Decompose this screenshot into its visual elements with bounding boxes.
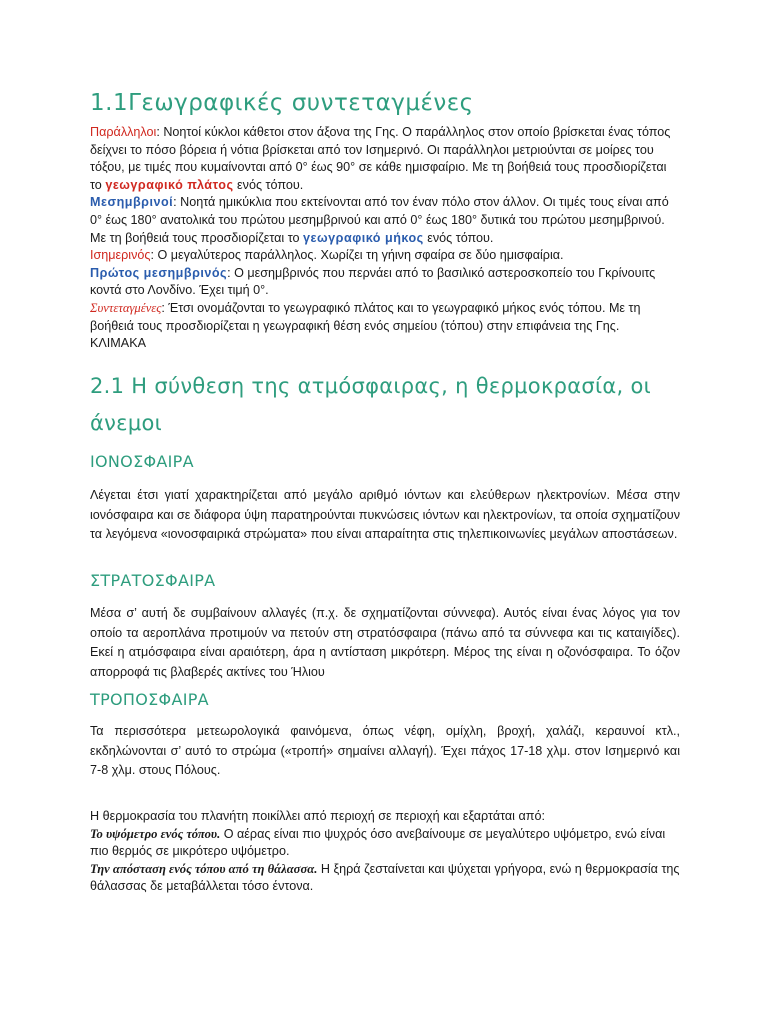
paragraph-ionosphere: Λέγεται έτσι γιατί χαρακτηρίζεται από μεγάλο αριθμό ιόντων και ελεύθερων ηλεκτρονίων. Μέσα στην ιονόσφαιρα και σε διάφορα ύψη παρατηρούνται πυκνώσεις ιόντων και ηλεκτρονίων, τα οποία σχηματίζουν τα λεγόμενα «ιονοσφαιρικά στρώματα» που είναι απαραίτητα στις τηλεπικοινωνίες μεγάλων αποστάσεων.: [90, 488, 680, 541]
term-sea-distance: Την απόσταση ενός τόπου από τη θάλασσα.: [90, 861, 318, 876]
text-sea-distance: Η ξηρά ζεσταίνεται και ψύχεται γρήγορα, ενώ η θερμοκρασία της θάλασσας δε μεταβάλλεται τόσο έντονα.: [90, 861, 680, 894]
text-coordinates: : Έτσι ονομάζονται το γεωγραφικό πλάτος και το γεωγραφικό μήκος ενός τόπου. Με τη βοήθειά τους προσδιορίζεται η γεωγραφική θέση ενός σημείου (τόπου) στην επιφάνεια της Γης.: [90, 300, 641, 333]
term-altitude: Το υψόμετρο ενός τόπου.: [90, 826, 221, 841]
heading-troposphere: ΤΡΟΠΟΣΦΑΙΡΑ: [90, 690, 209, 709]
definition-parallels: [90, 124, 672, 194]
temperature-factors: [90, 808, 680, 896]
coordinates-definitions: [90, 124, 672, 353]
term-longitude: γεωγραφικό μήκος: [303, 230, 424, 245]
text-prime-meridian: : Ο μεσημβρινός που περνάει από το βασιλικό αστεροσκοπείο του Γκρίνουιτς κοντά στο Λονδίνο. Έχει τιμή 0°.: [90, 265, 656, 298]
factor-sea-distance: [90, 861, 680, 896]
text-parallels-b: ενός τόπου.: [233, 177, 304, 192]
definition-equator: [90, 247, 672, 265]
paragraph-troposphere: Τα περισσότερα μετεωρολογικά φαινόμενα, όπως νέφη, ομίχλη, βροχή, χαλάζι, κεραυνοί κτλ., εκδηλώνονται σ’ αυτό το στρώμα («τροπή» σημαίνει αλλαγή). Έχει πάχος 17-18 χλμ. στον Ισημερινό και 7-8 χλμ. στους Πόλους.: [90, 724, 680, 777]
definition-meridians: [90, 194, 672, 247]
scale-label: ΚΛΙΜΑΚΑ: [90, 336, 147, 351]
paragraph-stratosphere: Μέσα σ’ αυτή δε συμβαίνουν αλλαγές (π.χ. δε σχηματίζονται σύννεφα). Αυτός είναι ένας λόγος για τον οποίο τα αεροπλάνα προτιμούν να πετούν στη στρατόσφαιρα (πάνω από τα σύννεφα και τις καταιγίδες). Εκεί η ατμόσφαιρα είναι αραιότερη, άρα η αντίσταση μικρότερη. Μέρος της είναι η οζονόσφαιρα. Το όζον απορροφά τις βλαβερές ακτίνες του Ήλιου: [90, 606, 680, 679]
heading-stratosphere: ΣΤΡΑΤΟΣΦΑΙΡΑ: [90, 571, 216, 590]
term-latitude: γεωγραφικό πλάτος: [105, 177, 234, 192]
definition-coordinates: [90, 300, 672, 335]
term-prime-meridian: Πρώτος μεσημβρινός: [90, 265, 228, 280]
text-meridians-a: : Νοητά ημικύκλια που εκτείνονται από τον έναν πόλο στον άλλον. Οι τιμές τους είναι από 0° έως 180° ανατολικά του πρώτου μεσημβρινού και από 0° έως 180° δυτικά του πρώτου μεσημβρινού. Με τη βοήθειά τους προσδιορίζεται το: [90, 195, 669, 245]
term-coordinates: Συντεταγμένες: [90, 300, 162, 315]
factor-altitude: [90, 826, 680, 861]
text-altitude: Ο αέρας είναι πιο ψυχρός όσο ανεβαίνουμε σε μεγαλύτερο υψόμετρο, ενώ είναι πιο θερμός σε μικρότερο υψόμετρο.: [90, 826, 666, 859]
text-parallels-a: : Νοητοί κύκλοι κάθετοι στον άξονα της Γης. Ο παράλληλος στον οποίο βρίσκεται ένας τόπος δείχνει το πόσο βόρεια ή νότια βρίσκεται από τον Ισημερινό. Οι παράλληλοι μετριούνται σε μοίρες του τόξου, με τιμές που κυμαίνονται από 0° έως 90° σε κάθε ημισφαίριο. Με τη βοήθειά τους προσδιορίζεται το: [90, 125, 671, 192]
temperature-intro: Η θερμοκρασία του πλανήτη ποικίλλει από περιοχή σε περιοχή και εξαρτάται από:: [90, 809, 545, 823]
heading-atmosphere: 2.1 Η σύνθεση της ατμόσφαιρας, η θερμοκρασία, οι άνεμοι: [90, 374, 652, 435]
heading-geographic-coordinates: 1.1Γεωγραφικές συντεταγμένες: [90, 90, 474, 116]
text-equator: : Ο μεγαλύτερος παράλληλος. Χωρίζει τη γήινη σφαίρα σε δύο ημισφαίρια.: [150, 248, 564, 263]
term-parallels: Παράλληλοι: [90, 125, 157, 139]
text-meridians-b: ενός τόπου.: [423, 230, 494, 245]
heading-ionosphere: ΙΟΝΟΣΦΑΙΡΑ: [90, 452, 194, 471]
term-meridians: Μεσημβρινοί: [90, 195, 174, 210]
definition-prime-meridian: [90, 265, 672, 300]
term-equator: Ισημερινός: [90, 248, 151, 263]
